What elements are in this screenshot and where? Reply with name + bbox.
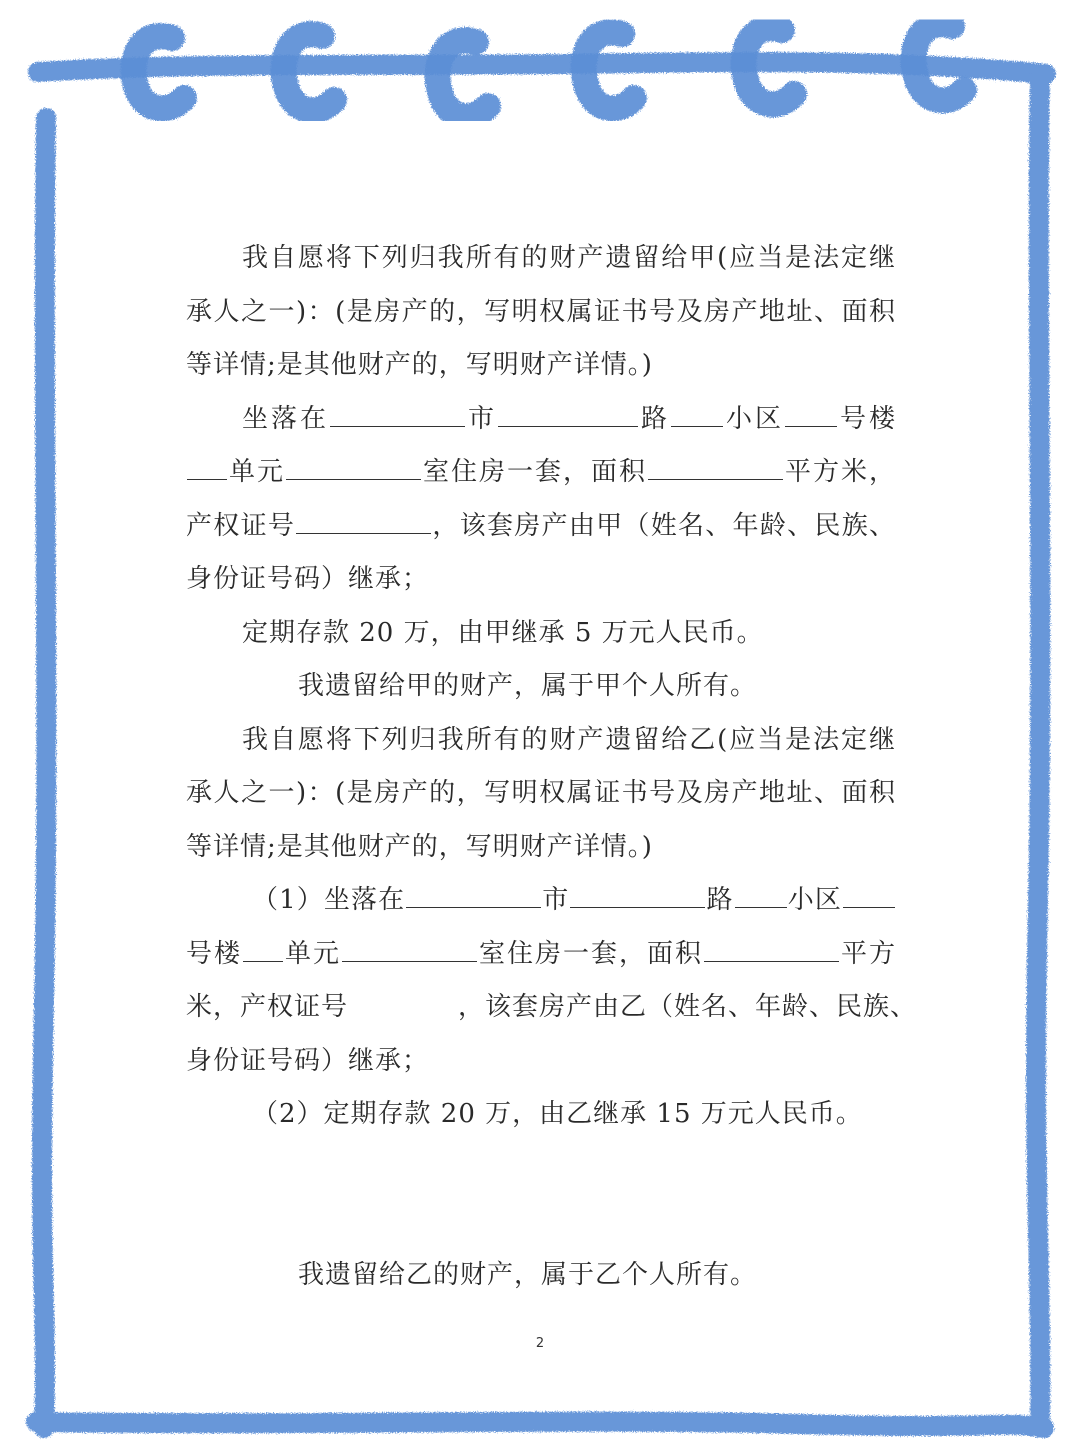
paragraph-a-line-2: 承人之一)：(是房产的，写明权属证书号及房产地址、面积 — [186, 296, 896, 327]
building-label: 号楼 — [837, 403, 896, 434]
frame-right-edge — [1036, 76, 1040, 1428]
unit-label: 单元 — [228, 457, 285, 487]
blank-field — [785, 404, 837, 427]
address-a-line-4: 身份证号码）继承； — [186, 564, 430, 594]
blank-field — [671, 404, 723, 427]
spacer — [186, 1142, 896, 1249]
address-a-line-2 — [186, 446, 896, 500]
road-label: 路 — [706, 885, 734, 915]
certificate-label: 产权证号 — [186, 510, 296, 541]
paragraph-a-line-1: 我自愿将下列归我所有的财产遗留给甲(应当是法定继 — [242, 243, 896, 273]
address-label: 坐落在 — [242, 403, 329, 434]
address-a-line-1 — [186, 393, 896, 447]
inheritance-clause: ，该套房产由甲（姓名、年龄、民族、 — [432, 510, 896, 541]
road-label: 路 — [638, 403, 670, 434]
blank-field — [296, 511, 431, 534]
blank-field — [342, 939, 477, 962]
address-b-line-1 — [186, 874, 896, 928]
blank-field — [243, 939, 283, 962]
paragraph-a-line-3: 等详情;是其他财产的，写明财产详情。) — [186, 350, 653, 380]
blank-field — [570, 885, 705, 908]
deposit-b: （2）定期存款 20 万，由乙继承 15 万元人民币。 — [252, 1099, 863, 1129]
spiral-ring-1 — [134, 36, 184, 108]
blank-field — [406, 885, 541, 908]
address-label: （1）坐落在 — [252, 885, 406, 915]
blank-field — [330, 404, 465, 427]
blank-field — [498, 404, 638, 427]
address-b-line-3 — [186, 981, 918, 1035]
spiral-ring-6 — [914, 24, 964, 100]
inheritance-clause: ，该套房产由乙（姓名、年龄、民族、 — [458, 992, 918, 1022]
blank-field — [735, 885, 787, 908]
blank-field — [187, 457, 227, 480]
frame-bottom-edge — [36, 1422, 1044, 1428]
spiral-ring-3 — [438, 40, 488, 116]
spiral-ring-5 — [744, 28, 794, 104]
room-area-label: 室住房一套，面积 — [478, 938, 703, 969]
community-label: 小区 — [723, 403, 784, 434]
blank-field — [704, 939, 839, 962]
frame-left-edge — [42, 118, 46, 1428]
will-document-body — [186, 232, 918, 1302]
address-a-line-3 — [186, 500, 896, 554]
paragraph-b-line-3: 等详情;是其他财产的，写明财产详情。) — [186, 831, 653, 862]
belonging-a: 我遗留给甲的财产，属于甲个人所有。 — [298, 671, 758, 701]
community-label: 小区 — [787, 885, 842, 915]
unit-label: 单元 — [284, 938, 341, 969]
room-area-label: 室住房一套，面积 — [422, 457, 647, 487]
address-b-line-4: 身份证号码）继承； — [186, 1045, 430, 1076]
blank-field — [648, 457, 783, 480]
building-label: 号楼 — [186, 938, 242, 969]
belonging-b: 我遗留给乙的财产，属于乙个人所有。 — [298, 1259, 758, 1290]
blank-field — [286, 457, 421, 480]
address-b-line-2 — [186, 928, 896, 982]
frame-top-edge — [38, 62, 1046, 74]
deposit-a: 定期存款 20 万，由甲继承 5 万元人民币。 — [242, 617, 764, 648]
square-meter-label: 平方米， — [783, 457, 896, 487]
paragraph-b-line-1: 我自愿将下列归我所有的财产遗留给乙(应当是法定继 — [242, 724, 896, 755]
certificate-label: 米，产权证号 — [186, 992, 349, 1022]
spiral-ring-2 — [284, 34, 334, 110]
paragraph-b-line-2: 承人之一)：(是房产的，写明权属证书号及房产地址、面积 — [186, 778, 896, 808]
square-meter-label: 平方 — [839, 938, 896, 969]
city-label: 市 — [465, 403, 497, 434]
spiral-ring-4 — [584, 32, 634, 108]
page-number: 2 — [535, 1336, 545, 1351]
blank-field — [843, 885, 895, 908]
city-label: 市 — [542, 885, 570, 915]
